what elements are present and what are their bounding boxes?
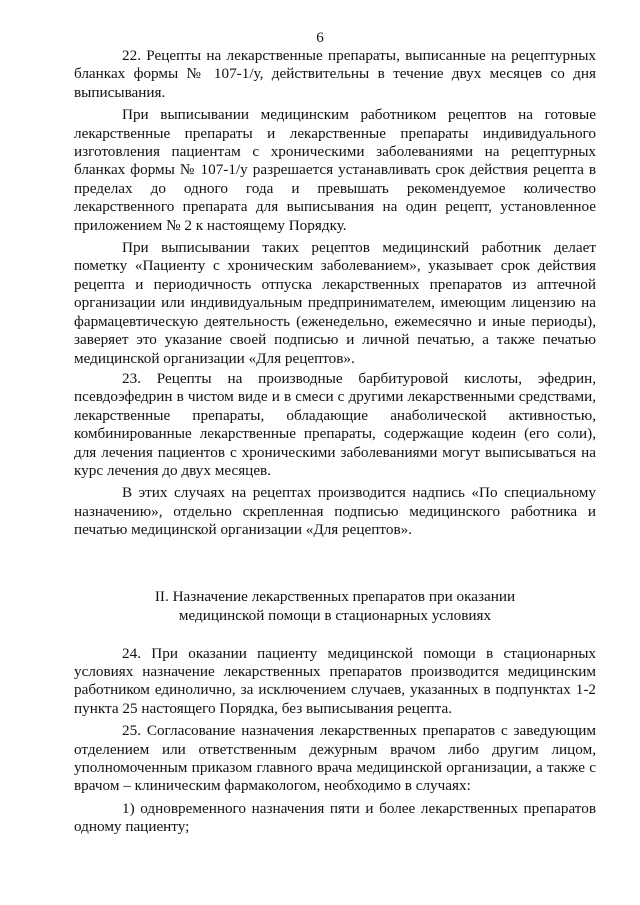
section-heading-line-1: II. Назначение лекарственных препаратов при оказании	[154, 587, 516, 605]
paragraph-chronic-mark: При выписывании таких рецептов медицинский работник делает пометку «Пациенту с хроническим заболеванием», указывает срок действия рецепта и периодичность отпуска лекарственных препаратов из аптечной организации или индивидуальным предпринимателем, имеющим лицензию на фармацевтическую деятельность (еженедельно, ежемесячно и иные периоды), заверяет это указание своей подписью и личной печатью, а также печатью медицинской организации «Для рецептов».	[74, 239, 596, 367]
page-number: 6	[316, 30, 324, 46]
paragraph-23: 23. Рецепты на производные барбитуровой кислоты, эфедрин, псевдоэфедрин в чистом виде и в смеси с другими лекарственными средствами, лекарственные препараты, обладающие анаболической активностью, комбинированные лекарственные препараты, содержащие кодеин (его соли), для лечения пациентов с хроническими заболеваниями могут выписываться на курс лечения до двух месяцев.	[74, 369, 596, 479]
paragraph-25-item-1: 1) одновременного назначения пяти и более лекарственных препаратов одному пациенту;	[74, 799, 596, 836]
paragraph-22: 22. Рецепты на лекарственные препараты, выписанные на рецептурных бланках формы № 107-1/у, действительны в течение двух месяцев со дня выписывания.	[74, 47, 596, 101]
paragraph-25: 25. Согласование назначения лекарственных препаратов с заведующим отделением или ответственным дежурным врачом либо другим лицом, уполномоченным приказом главного врача медицинской организации, а также с врачом – клиническим фармакологом, необходимо в случаях:	[74, 722, 596, 795]
paragraph-24: 24. При оказании пациенту медицинской помощи в стационарных условиях назначение лекарственных препаратов производится медицинским работником единолично, за исключением случаев, указанных в подпунктах 1-2 пункта 25 настоящего Порядка, без выписывания рецепта.	[74, 644, 596, 717]
section-heading-line-2: медицинской помощи в стационарных условиях	[178, 606, 492, 624]
section-heading	[74, 587, 596, 625]
document-body	[74, 47, 596, 837]
paragraph-chronic-prescriptions: При выписывании медицинским работником рецептов на готовые лекарственные препараты и лекарственные препараты индивидуального изготовления пациентам с хроническими заболеваниями на рецептурных бланках формы № 107-1/у разрешается устанавливать срок действия рецепта в пределах до одного года и превышать рекомендуемое количество лекарственного препарата для выписывания на один рецепт, установленное приложением № 2 к настоящему Порядку.	[74, 106, 596, 234]
paragraph-special-purpose: В этих случаях на рецептах производится надпись «По специальному назначению», отдельно скрепленная подписью медицинского работника и печатью медицинской организации «Для рецептов».	[74, 484, 596, 539]
